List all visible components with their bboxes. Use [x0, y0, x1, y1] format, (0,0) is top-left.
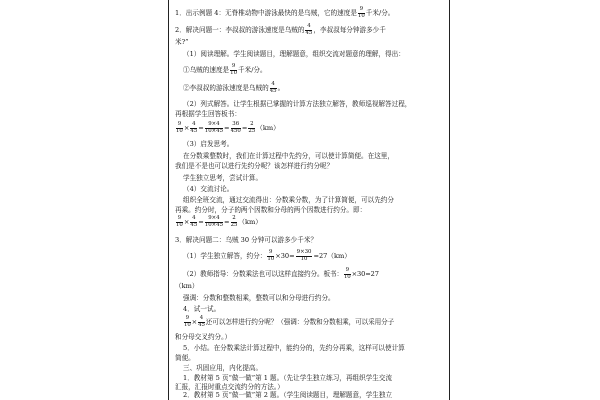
line [183, 344, 445, 352]
text: （1）阅读理解。学生阅读题目，理解题意，组织交流对题意的理解，得出： [183, 50, 405, 58]
operator: = [241, 124, 248, 133]
line [183, 374, 445, 382]
denominator: 10 [300, 255, 308, 262]
denominator: 10 [230, 69, 238, 76]
numerator: 9 [177, 215, 182, 221]
text: ②李叔叔的游泳速度是乌贼的 [183, 84, 269, 93]
denominator: 45 [190, 221, 198, 228]
document-page [168, 0, 450, 400]
unit: （km） [238, 218, 262, 227]
numerator: 4 [199, 315, 204, 321]
text: 1．出示例题 4：无脊椎动物中游泳最快的是乌贼，它的速度是 [175, 9, 357, 18]
line [183, 140, 445, 148]
line-uncle-speed [183, 82, 445, 94]
text: 千米/分。 [238, 66, 267, 75]
fraction [190, 216, 197, 228]
text: 和分母交叉约分。） [175, 333, 232, 341]
text: 再根据学生回答板书： [175, 110, 241, 118]
numerator: 4 [271, 81, 275, 87]
text: （2）教师指导：分数乘法也可以这样直接约分。板书： [183, 270, 343, 279]
line [183, 50, 445, 58]
text: （4）交流讨论。 [183, 185, 234, 193]
operator: × [191, 318, 198, 327]
numerator: 4 [192, 215, 196, 221]
equation-1 [175, 122, 445, 134]
fraction [248, 122, 255, 134]
text: 在分数乘整数时，我们在计算过程中先约分，可以使计算简便。在这里， [183, 152, 394, 160]
line-teacher [183, 268, 445, 280]
numerator: 2 [232, 215, 236, 221]
text: 1．教材第 5 页“做一做”第 1 题。（先让学生独立练习，再组织学生交流 [183, 374, 393, 382]
numerator: 9 [177, 121, 182, 127]
line [183, 185, 445, 193]
denominator: 10 [176, 221, 183, 228]
fraction [231, 216, 238, 228]
line-problem-2 [175, 236, 445, 244]
text: （km） [175, 282, 199, 290]
fraction [198, 316, 205, 328]
line [183, 100, 445, 108]
text: 3．解决问题二：乌贼 30 分钟可以游多少千米？ [175, 236, 318, 244]
text: （2）列式解答。让学生根据已掌握的计算方法独立解答，教师巡视解答过程， [183, 100, 412, 108]
numerator: 9 [269, 249, 273, 255]
numerator: 9 [231, 63, 236, 69]
denominator: 45 [269, 87, 277, 94]
denominator: 10 [343, 273, 351, 280]
text: 2．解决问题一：李叔叔的游泳速度是乌贼的 [175, 26, 305, 35]
numerator: 4 [192, 121, 196, 127]
fraction-4-45 [270, 82, 277, 94]
text: 。 [277, 84, 285, 93]
line [183, 391, 445, 399]
text: ×30= [275, 252, 295, 261]
fraction [205, 216, 223, 228]
text: 汇报，汇报时重点交流约分的方法。） [175, 383, 284, 391]
denominator: 10 [184, 321, 191, 328]
denominator: 45 [198, 321, 205, 328]
text: =27（km） [313, 252, 351, 261]
numerator: 9×30 [296, 249, 312, 255]
numerator: 4 [307, 23, 311, 29]
line [183, 294, 445, 302]
line [183, 174, 445, 182]
numerator: 9 [185, 315, 189, 321]
line [183, 305, 445, 313]
text: 三、巩固应用，内化提高。 [183, 364, 263, 372]
operator: × [183, 124, 190, 133]
line [175, 38, 445, 46]
text: ，李叔叔每分钟游多少千 [313, 26, 386, 35]
line [183, 152, 445, 160]
text: 强调：分数和整数相乘，整数可以和分母进行约分。 [183, 294, 335, 302]
line-try [183, 316, 445, 328]
line-example-4 [175, 7, 445, 19]
text: ①乌贼的速度是 [183, 66, 230, 75]
operator: = [224, 218, 230, 227]
line-section-3 [183, 364, 445, 372]
fraction [344, 268, 351, 280]
text: 2．教材第 5 页“做一做”第 2 题。（学生阅读题目，理解题意，学生独立 [183, 391, 393, 399]
fraction [267, 250, 274, 262]
denominator: 10×45 [204, 221, 224, 228]
numerator: 36 [232, 121, 240, 127]
operator: = [198, 124, 204, 133]
text: 千米/分。 [365, 9, 395, 18]
operator: = [224, 124, 230, 133]
line [175, 383, 445, 391]
text: 米?” [175, 38, 189, 46]
operator: × [183, 218, 190, 227]
text: 还可以怎样进行约分呢？ [205, 318, 278, 327]
line [183, 196, 445, 204]
numerator: 9 [345, 267, 349, 273]
numerator: 9×4 [205, 122, 223, 129]
denominator: 45 [190, 127, 198, 134]
line [175, 333, 445, 341]
line-squid-speed [183, 64, 445, 76]
text: 4．试一试。 [183, 305, 221, 313]
fraction-9-10 [358, 7, 365, 19]
denominator: 45 [305, 29, 313, 36]
numerator: 9×4 [205, 216, 223, 223]
text: （3）启发思考。 [183, 140, 234, 148]
text: （强调：分数和分数相乘，可以采用分子 [277, 318, 395, 327]
fraction [184, 316, 191, 328]
denominator: 25 [248, 127, 256, 134]
line-solve [183, 250, 445, 262]
line [175, 354, 445, 362]
denominator: 10×45 [204, 127, 224, 134]
fraction [176, 216, 183, 228]
text: 简便。 [175, 354, 195, 362]
fraction [296, 250, 313, 262]
fraction-4-45 [305, 24, 312, 36]
fraction [205, 122, 223, 134]
text: 组织全班交流，通过交流得出：分数乘分数，为了计算简便，可以先约分 [183, 196, 394, 204]
fraction-9-10 [230, 64, 237, 76]
equation-2 [175, 216, 445, 228]
line [175, 162, 445, 170]
unit: （km） [256, 124, 280, 133]
text: 学生独立思考，尝试计算。 [183, 174, 263, 182]
text: 我们是不是也可以进行先约分呢？该怎样进行约分呢？ [175, 162, 334, 170]
fraction [231, 122, 241, 134]
line [175, 110, 445, 118]
line [175, 206, 445, 214]
denominator: 10 [267, 255, 275, 262]
text: （1）学生独立解答，约分： [183, 252, 267, 261]
fraction [176, 122, 183, 134]
denominator: 450 [230, 127, 241, 134]
numerator: 2 [250, 121, 254, 127]
line [175, 282, 445, 290]
denominator: 10 [357, 12, 365, 19]
denominator: 25 [230, 221, 238, 228]
numerator: 9 [359, 6, 364, 12]
fraction [190, 122, 197, 134]
text: 再乘。约分时，分子的两个因数和分母的两个因数进行约分。即： [175, 206, 367, 214]
denominator: 10 [176, 127, 183, 134]
operator: = [198, 218, 204, 227]
text: ×30=27 [351, 270, 379, 279]
line-problem-1 [175, 24, 445, 36]
text: 5．小结。在分数乘法计算过程中，能约分的，先约分再乘，这样可以使计算 [183, 344, 405, 352]
